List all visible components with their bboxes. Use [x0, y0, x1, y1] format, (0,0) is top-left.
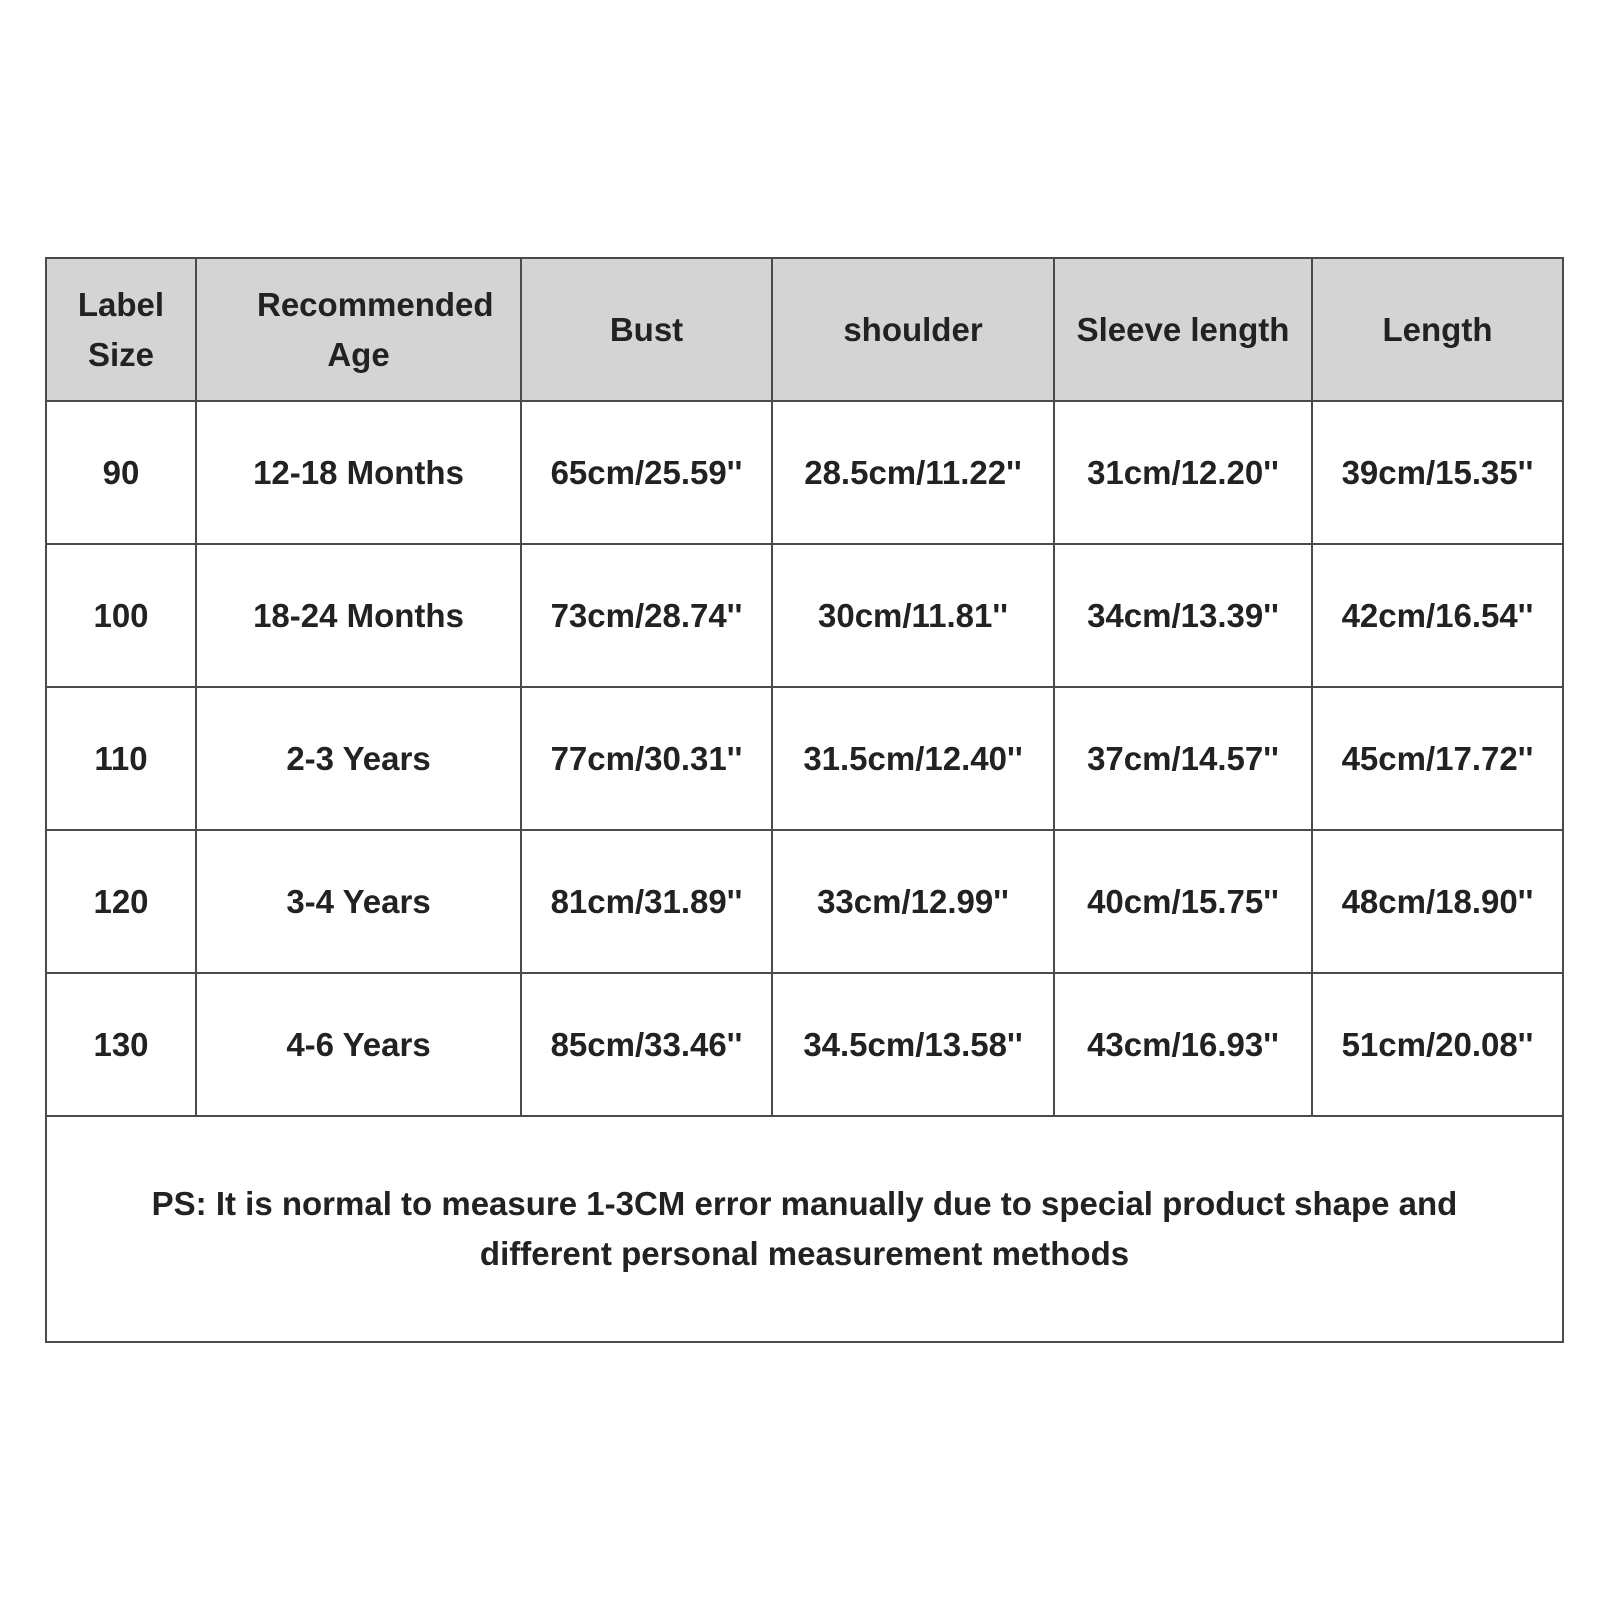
cell-length: 45cm/17.72'' — [1312, 687, 1563, 830]
cell-length: 42cm/16.54'' — [1312, 544, 1563, 687]
cell-bust: 73cm/28.74'' — [521, 544, 772, 687]
table-row — [46, 401, 1563, 544]
cell-sleeve-length: 40cm/15.75'' — [1054, 830, 1312, 973]
cell-sleeve-length: 31cm/12.20'' — [1054, 401, 1312, 544]
header-recommended-age: Recommended Age — [196, 258, 521, 401]
header-length: Length — [1312, 258, 1563, 401]
cell-label-size: 120 — [46, 830, 196, 973]
cell-recommended-age: 18-24 Months — [196, 544, 521, 687]
cell-label-size: 110 — [46, 687, 196, 830]
table-row — [46, 687, 1563, 830]
note-row — [46, 1116, 1563, 1342]
header-shoulder: shoulder — [772, 258, 1054, 401]
cell-recommended-age: 12-18 Months — [196, 401, 521, 544]
header-label-size: Label Size — [46, 258, 196, 401]
cell-shoulder: 31.5cm/12.40'' — [772, 687, 1054, 830]
cell-bust: 85cm/33.46'' — [521, 973, 772, 1116]
cell-recommended-age: 4-6 Years — [196, 973, 521, 1116]
cell-shoulder: 33cm/12.99'' — [772, 830, 1054, 973]
header-sleeve-length: Sleeve length — [1054, 258, 1312, 401]
cell-shoulder: 30cm/11.81'' — [772, 544, 1054, 687]
cell-sleeve-length: 43cm/16.93'' — [1054, 973, 1312, 1116]
cell-bust: 65cm/25.59'' — [521, 401, 772, 544]
cell-sleeve-length: 34cm/13.39'' — [1054, 544, 1312, 687]
cell-shoulder: 34.5cm/13.58'' — [772, 973, 1054, 1116]
cell-label-size: 100 — [46, 544, 196, 687]
cell-length: 39cm/15.35'' — [1312, 401, 1563, 544]
size-chart-table — [45, 257, 1564, 1343]
header-row — [46, 258, 1563, 401]
cell-label-size: 90 — [46, 401, 196, 544]
cell-length: 51cm/20.08'' — [1312, 973, 1563, 1116]
cell-recommended-age: 3-4 Years — [196, 830, 521, 973]
cell-bust: 77cm/30.31'' — [521, 687, 772, 830]
cell-recommended-age: 2-3 Years — [196, 687, 521, 830]
header-bust: Bust — [521, 258, 772, 401]
cell-length: 48cm/18.90'' — [1312, 830, 1563, 973]
table-row — [46, 544, 1563, 687]
cell-bust: 81cm/31.89'' — [521, 830, 772, 973]
table-row — [46, 973, 1563, 1116]
cell-label-size: 130 — [46, 973, 196, 1116]
cell-sleeve-length: 37cm/14.57'' — [1054, 687, 1312, 830]
cell-shoulder: 28.5cm/11.22'' — [772, 401, 1054, 544]
measurement-note: PS: It is normal to measure 1-3CM error manually due to special product shape and different personal measurement methods — [46, 1116, 1563, 1342]
table-row — [46, 830, 1563, 973]
